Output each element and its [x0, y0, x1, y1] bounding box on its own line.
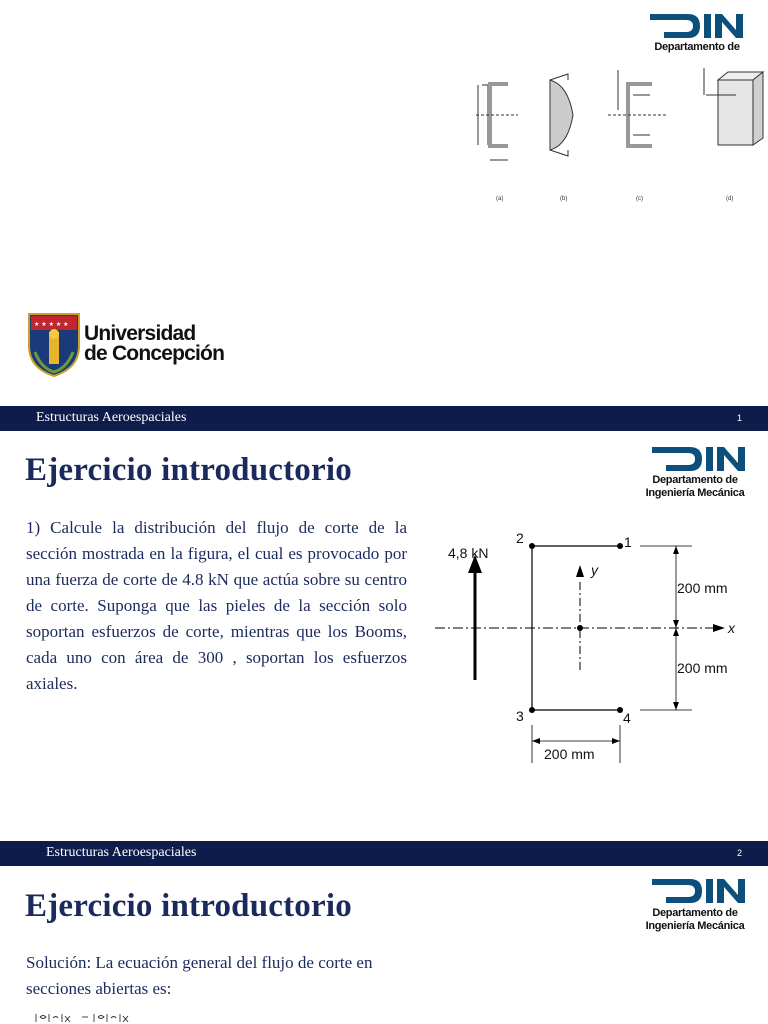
university-name	[84, 324, 224, 364]
page-number: 1	[736, 413, 742, 423]
dim-width-label: 200 mm	[544, 746, 595, 762]
dim-logo-icon	[650, 445, 746, 473]
boom-3	[529, 707, 535, 713]
svg-text:(b): (b)	[560, 196, 568, 202]
boom-2	[529, 543, 535, 549]
page-number: 2	[736, 848, 742, 858]
footer-title: Estructuras Aeroespaciales	[46, 845, 197, 860]
dim-lower-label: 200 mm	[677, 660, 728, 676]
boom-label-4: 4	[623, 710, 631, 726]
footer-bar	[0, 841, 768, 866]
dim-logo-icon	[650, 877, 746, 905]
footer-bar	[0, 406, 768, 431]
boom-label-1: 1	[624, 534, 632, 550]
shear-center-figure	[468, 60, 768, 205]
slide-title: Ejercicio introductorio	[25, 888, 352, 924]
cross-section-diagram	[430, 525, 768, 775]
shear-center-point	[577, 625, 583, 631]
y-axis-label: y	[591, 562, 598, 578]
svg-text:(d): (d)	[726, 196, 734, 202]
y-axis-arrow	[576, 565, 584, 577]
dept-logo-line2: Ingeniería Mecánica	[645, 920, 745, 932]
dept-logo-line1: Departamento de	[652, 907, 738, 919]
dept-logo-text: Departamento de	[654, 41, 740, 53]
dim-logo-icon	[648, 12, 744, 40]
footer-title: Estructuras Aeroespaciales	[36, 410, 187, 425]
boom-label-2: 2	[516, 530, 524, 546]
svg-text:(c): (c)	[636, 196, 643, 202]
boom-label-3: 3	[516, 708, 524, 724]
dept-logo-text	[640, 474, 750, 500]
university-name-line2: de Concepción	[84, 342, 225, 365]
dept-logo-text	[640, 907, 750, 933]
slide-title: Ejercicio introductorio	[25, 452, 352, 488]
dept-logo-line2: Ingeniería Mecánica	[645, 487, 745, 499]
solution-text: Solución: La ecuación general del flujo de corte en secciones abiertas es:	[26, 953, 373, 998]
boom-1	[617, 543, 623, 549]
university-seal-icon	[27, 312, 81, 378]
x-axis-label: x	[728, 620, 735, 636]
dept-logo-line1: Departamento de	[652, 474, 738, 486]
svg-text:(a): (a)	[496, 196, 504, 202]
svg-text:★ ★ ★ ★ ★: ★ ★ ★ ★ ★	[34, 321, 69, 328]
force-label: 4,8 kN	[448, 545, 489, 561]
dim-upper-label: 200 mm	[677, 580, 728, 596]
university-name-line1: Universidad	[84, 322, 196, 345]
equation-fragment	[34, 1012, 144, 1024]
problem-statement: 1) Calcule la distribución del flujo de corte de la sección mostrada en la figura, el cual es provocado por una fuerza de corte de 4.8 kN que actúa sobre su centro de corte. Suponga que las pieles de la sección solo soportan esfuerzos de corte, mientras que los Booms, cada uno con área de 300 , soportan los esfuerzos axiales.	[26, 518, 407, 693]
x-axis-arrow	[713, 624, 725, 632]
